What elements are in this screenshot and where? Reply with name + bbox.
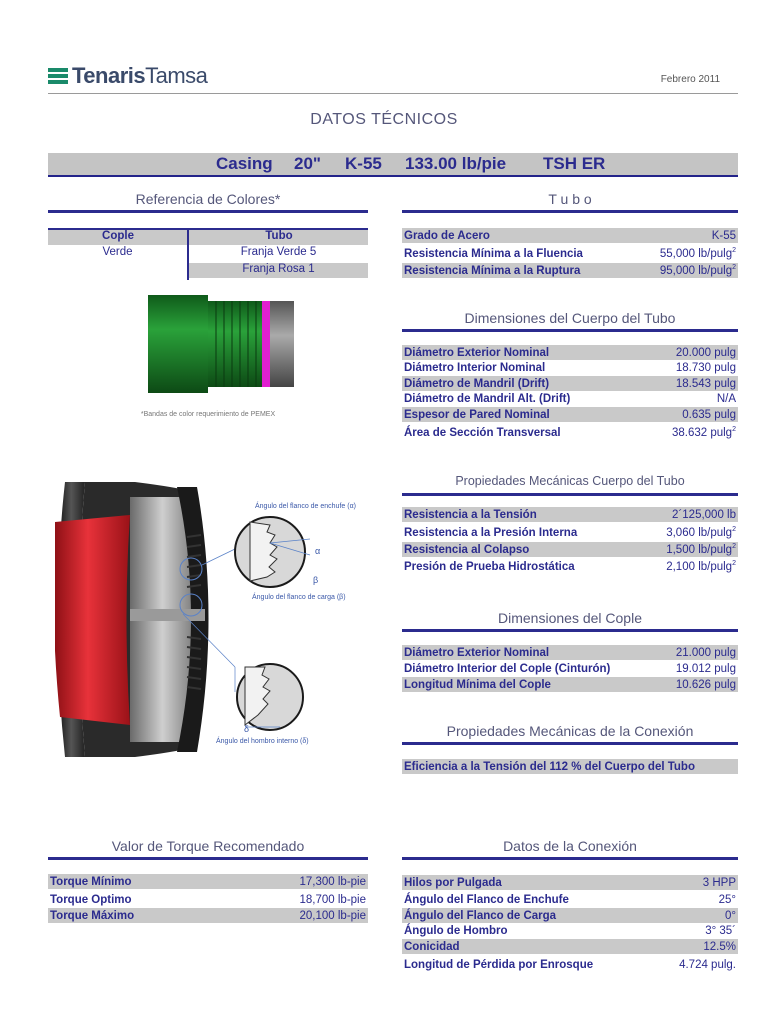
row-label: Espesor de Pared Nominal [404,408,550,421]
row-value-text: 1,500 lb/pulg [666,543,733,556]
row-value [712,230,738,242]
product-size: 20" [294,154,321,173]
row-value [719,894,738,906]
propiedades-cuerpo-row [402,507,738,522]
row-value-text: K-55 [711,229,736,242]
row-value [666,561,738,573]
row-value [682,409,738,421]
row-label: Resistencia Mínima a la Ruptura [404,264,581,277]
datos-conexion-line [402,857,738,860]
row-label: Resistencia a la Tensión [404,508,537,521]
row-value [703,877,738,889]
row-value [300,910,369,922]
row-label: Torque Máximo [50,909,135,922]
row-value-text: 18.730 pulg [675,361,736,374]
datos-conexion-row [402,957,738,972]
dimensiones-cuerpo-row [402,345,738,360]
row-value [705,925,738,937]
propiedades-cuerpo-row [402,525,738,540]
dimensiones-cuerpo-line [402,329,738,332]
color-reference-title: Referencia de Colores* [135,191,281,207]
row-value-text: 3,060 lb/pulg [666,526,733,539]
color-footnote: *Bandas de color requerimiento de PEMEX [140,411,276,418]
row-value-text: 12.5% [703,940,736,953]
row-value [703,941,738,953]
torque-title: Valor de Torque Recomendado [111,838,305,854]
datos-conexion-title: Datos de la Conexión [503,838,637,854]
tubo-title: T u b o [548,191,592,207]
row-label: Diámetro de Mandril (Drift) [404,377,550,390]
row-value [679,959,738,971]
row-value [676,378,738,390]
row-value-text: 20,100 lb-pie [299,909,366,922]
torque-row [48,874,368,889]
row-value-text: 19.012 pulg [675,662,736,675]
row-value-superscript: 2 [732,525,736,533]
row-label: Resistencia Mínima a la Fluencia [404,247,583,260]
propiedades-cuerpo-row [402,542,738,557]
row-label: Conicidad [404,940,460,953]
row-value [300,876,369,888]
row-value-superscript: 2 [732,246,736,254]
dimensiones-cople-row [402,645,738,660]
product-grade: K-55 [345,154,382,173]
col-cople-header: Cople [102,230,134,242]
row-value-text: 2,100 lb/pulg [666,560,733,573]
label-alpha: α [315,546,321,556]
green-stripe-band [208,301,268,387]
tubo-row [402,228,738,243]
eficiencia-row [402,759,738,774]
label-beta: β [313,575,319,585]
row-label: Ángulo de Hombro [404,924,508,937]
label-delta: δ [244,724,250,734]
page-title: DATOS TÉCNICOS [310,111,458,128]
row-label: Área de Sección Transversal [404,426,561,439]
row-value-text: 0° [725,909,736,922]
row-value-superscript: 2 [732,425,736,433]
row-value [676,347,738,359]
row-value [666,544,738,556]
row-label: Ángulo del Flanco de Enchufe [404,893,569,906]
torque-row [48,908,368,923]
coupling-green [148,295,208,393]
row-value [300,894,369,906]
row-value-text: 21.000 pulg [675,646,736,659]
product-band [48,153,738,177]
row-value [676,663,738,675]
product-connection: TSH ER [543,154,606,173]
row-value-text: 3 HPP [702,876,736,889]
row-value-text: 0.635 pulg [682,408,736,421]
row-value [666,527,738,539]
document-date: Febrero 2011 [660,74,720,85]
row-value-text: 2´125,000 lb [672,508,736,521]
row-label: Presión de Prueba Hidrostática [404,560,575,573]
propiedades-conexion-title: Propiedades Mecánicas de la Conexión [446,723,694,739]
cople-color-value: Verde [102,246,133,258]
dimensiones-cople-title: Dimensiones del Cople [498,610,642,626]
row-value [676,679,738,691]
product-weight: 133.00 lb/pie [405,154,507,173]
row-value-text: 25° [718,893,736,906]
tubo-color-value-1: Franja Verde 5 [240,246,317,258]
datos-conexion-row [402,875,738,890]
row-value [676,362,738,374]
torque-row [48,892,368,907]
row-value-text: 18,700 lb-pie [299,893,366,906]
propiedades-cuerpo-title: Propiedades Mecánicas Cuerpo del Tubo [455,474,685,488]
label-hombro: Ángulo del hombro interno (δ) [216,738,309,745]
connection-cross-section-diagram [55,477,375,762]
row-value [660,248,738,260]
row-value-text: 55,000 lb/pulg [659,247,733,260]
color-table-header [48,228,368,245]
row-label: Diámetro Exterior Nominal [404,346,550,359]
row-value-superscript: 2 [732,559,736,567]
pink-stripe-band [262,301,270,387]
row-label: Resistencia a la Presión Interna [404,526,578,539]
propiedades-conexion-line [402,742,738,745]
row-label: Hilos por Pulgada [404,876,502,889]
datos-conexion-row [402,908,738,923]
row-label: Diámetro de Mandril Alt. (Drift) [404,392,571,405]
row-label: Diámetro Interior Nominal [404,361,546,374]
pipe-color-bands-illustration [148,295,296,393]
label-flanco-carga: Ángulo del flanco de carga (β) [252,594,346,601]
col-tubo-header: Tubo [265,230,293,242]
label-flanco-enchufe: Ángulo del flanco de enchufe (α) [255,503,356,510]
row-value-text: 20.000 pulg [675,346,736,359]
row-label: Grado de Acero [404,229,490,242]
datos-conexion-row [402,939,738,954]
row-value-text: N/A [716,392,736,405]
tubo-line [402,210,738,213]
logo-text: TenarisTamsa [72,63,208,88]
dimensiones-cuerpo-title: Dimensiones del Cuerpo del Tubo [464,310,676,326]
header-divider [48,93,738,94]
row-value [717,393,738,405]
row-label: Diámetro Exterior Nominal [404,646,550,659]
row-value-text: 38.632 pulg [671,426,733,439]
row-label: Longitud de Pérdida por Enrosque [404,958,594,971]
row-value [725,910,738,922]
row-label: Diámetro Interior del Cople (Cinturón) [404,662,611,675]
dimensiones-cople-row [402,677,738,692]
row-value-text: 10.626 pulg [675,678,736,691]
row-label: Resistencia al Colapso [404,543,530,556]
row-value-text: 18.543 pulg [675,377,736,390]
tubo-row [402,246,738,261]
row-value-text: 3° 35´ [705,924,736,937]
datos-conexion-row [402,923,738,938]
dimensiones-cuerpo-row [402,360,738,375]
row-label: Ángulo del Flanco de Carga [404,909,557,922]
row-value-text: 95,000 lb/pulg [659,264,733,277]
product-type: Casing [216,154,273,173]
row-value-text: 4.724 pulg. [679,958,736,971]
dimensiones-cuerpo-row [402,407,738,422]
row-value-superscript: 2 [732,542,736,550]
logo-stripes-icon [48,66,68,86]
row-value [672,509,738,521]
pipe-body [270,301,294,387]
color-reference-line [48,210,368,213]
torque-line [48,857,368,860]
propiedades-cuerpo-line [402,493,738,496]
eficiencia-text: Eficiencia a la Tensión del 112 % del Cuerpo del Tubo [404,760,695,773]
row-label: Longitud Mínima del Cople [404,678,551,691]
dimensiones-cople-row [402,661,738,676]
row-value [676,647,738,659]
row-value [660,265,738,277]
datos-conexion-row [402,892,738,907]
propiedades-cuerpo-row [402,559,738,574]
dimensiones-cuerpo-row [402,391,738,406]
tubo-color-value-2: Franja Rosa 1 [189,263,368,278]
dimensiones-cople-line [402,629,738,632]
dimensiones-cuerpo-row [402,376,738,391]
tubo-row [402,263,738,278]
row-value-text: 17,300 lb-pie [299,875,366,888]
dimensiones-cuerpo-row [402,425,738,440]
row-label: Torque Mínimo [50,875,132,888]
row-label: Torque Optimo [50,893,132,906]
tenaris-logo [48,62,207,90]
row-value [672,427,738,439]
row-value-superscript: 2 [732,263,736,271]
